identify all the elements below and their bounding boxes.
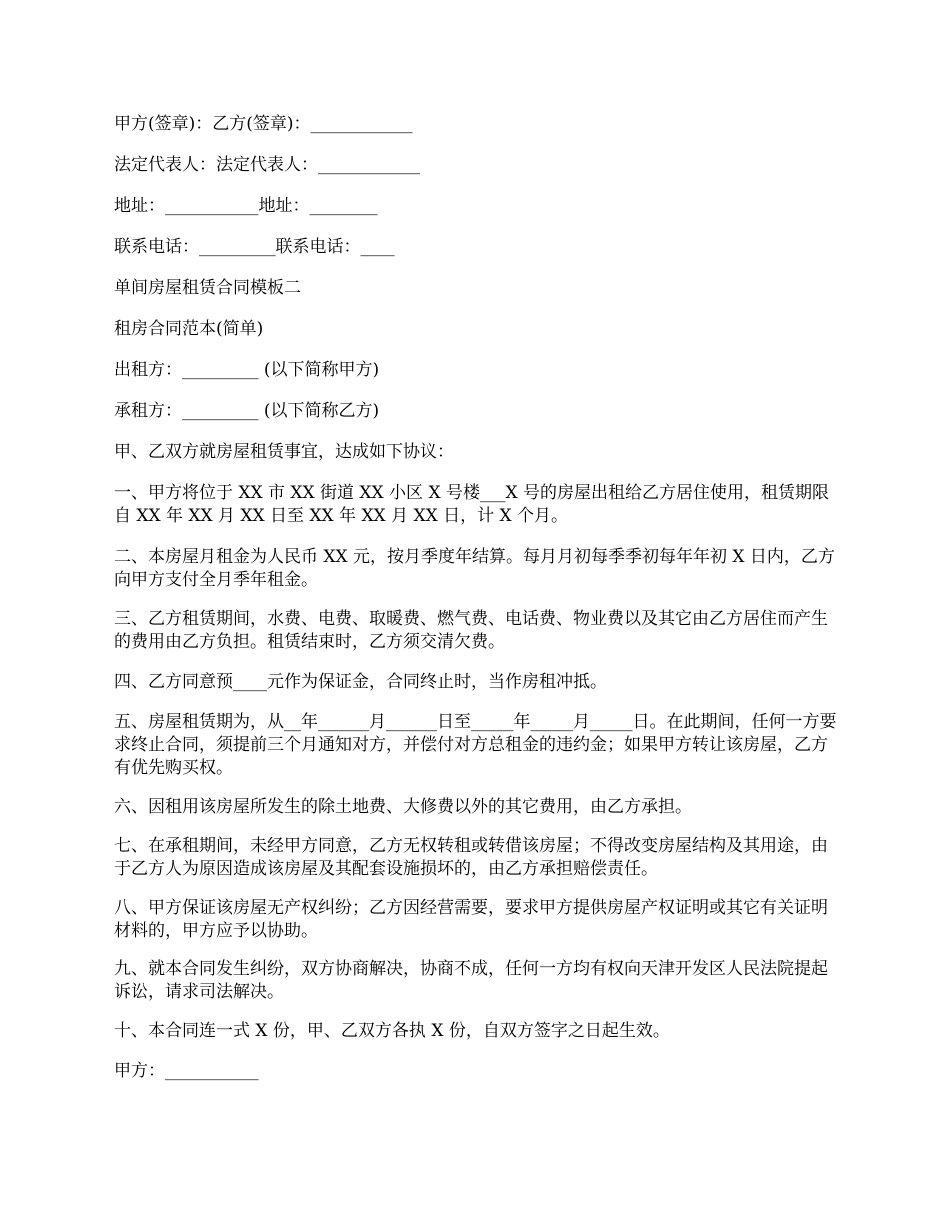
legal-representative-line: 法定代表人：法定代表人：____________ bbox=[114, 155, 420, 175]
clause-3: 三、乙方租赁期间，水费、电费、取暖费、燃气费、电话费、物业费以及其它由乙方居住而产生的费用由乙方负担。租赁结束时，乙方须交清欠费。 bbox=[114, 609, 828, 652]
clause-9: 九、就本合同发生纠纷，双方协商解决，协商不成，任何一方均有权向天津开发区人民法院提起诉讼，请求司法解决。 bbox=[114, 959, 828, 1002]
clause-6: 六、因租用该房屋所发生的除土地费、大修费以外的其它费用，由乙方承担。 bbox=[114, 797, 692, 817]
clause-10: 十、本合同连一式 X 份，甲、乙双方各执 X 份，自双方签字之日起生效。 bbox=[114, 1021, 670, 1041]
clause-4: 四、乙方同意预____元作为保证金，合同终止时，当作房租冲抵。 bbox=[114, 672, 607, 692]
template-title: 单间房屋租赁合同模板二 bbox=[114, 278, 301, 298]
clause-1: 一、甲方将位于 XX 市 XX 街道 XX 小区 X 号楼___X 号的房屋出租给乙方居住使用，租赁期限自 XX 年 XX 月 XX 日至 XX 年 XX 月 XX 日，计 X 个月。 bbox=[114, 483, 829, 526]
lessor-line: 出租方：_________ (以下简称甲方) bbox=[114, 360, 380, 380]
clause-2: 二、本房屋月租金为人民币 XX 元，按月季度年结算。每月月初每季季初每年年初 X 日内，乙方向甲方支付全月季年租金。 bbox=[114, 547, 835, 590]
clause-8: 八、甲方保证该房屋无产权纠纷；乙方因经营需要，要求甲方提供房屋产权证明或其它有关证明材料的，甲方应予以协助。 bbox=[114, 898, 828, 941]
address-line: 地址：___________地址：________ bbox=[114, 196, 378, 216]
agreement-intro: 甲、乙双方就房屋租赁事宜，达成如下协议： bbox=[114, 442, 454, 462]
phone-line: 联系电话：_________联系电话：____ bbox=[114, 237, 395, 257]
clause-5: 五、房屋租赁期为，从__年______月______日至_____年_____月_____日。在此期间，任何一方要求终止合同，须提前三个月通知对方，并偿付对方总租金的违约金；如果甲方转让该房屋，乙方有优先购买权。 bbox=[114, 712, 837, 778]
contract-subtitle: 租房合同范本(简单) bbox=[114, 319, 264, 339]
party-a-signature: 甲方：___________ bbox=[114, 1061, 259, 1081]
clause-7: 七、在承租期间，未经甲方同意，乙方无权转租或转借该房屋；不得改变房屋结构及其用途，由于乙方人为原因造成该房屋及其配套设施损坏的，由乙方承担赔偿责任。 bbox=[114, 836, 828, 879]
signature-line-parties: 甲方(签章)：乙方(签章)：____________ bbox=[114, 114, 413, 134]
lessee-line: 承租方：_________ (以下简称乙方) bbox=[114, 401, 380, 421]
